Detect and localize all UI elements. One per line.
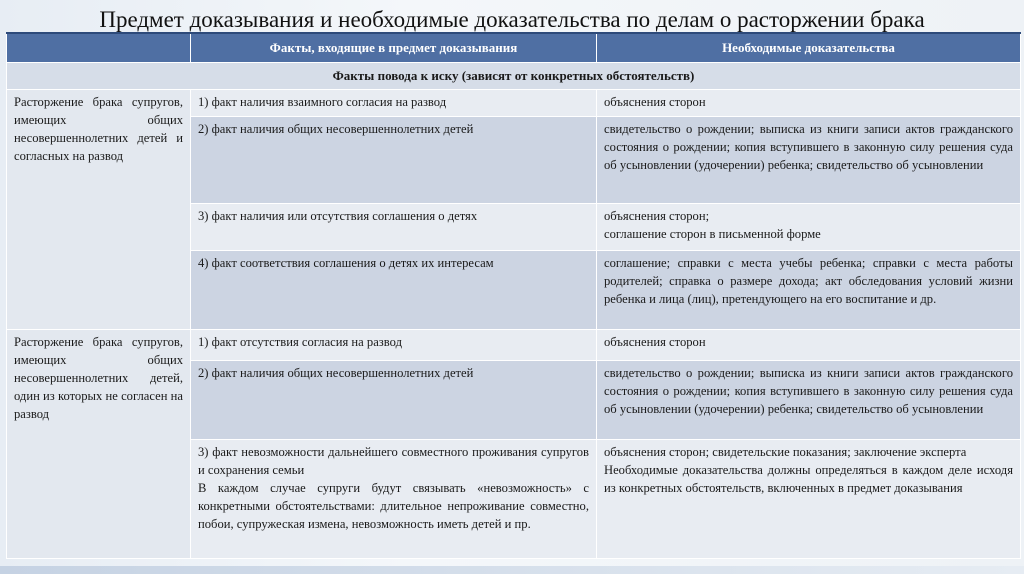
table-subheader-row xyxy=(7,63,1021,90)
evidence-cell: свидетельство о рождении; выписка из книги записи актов гражданского состояния о рождении; копия вступившего в законную силу решения суда об усыновлении (удочерении) ребенка; свидетельство об усыновлении xyxy=(597,117,1021,204)
table-row xyxy=(7,90,1021,117)
evidence-cell xyxy=(597,440,1021,559)
fact-cell: 2) факт наличия общих несовершеннолетних детей xyxy=(191,117,597,204)
group-label-cell: Расторжение брака супругов, имеющих общих несовершеннолетних детей, один из которых не согласен на развод xyxy=(7,330,191,559)
fact-cell: 1) факт наличия взаимного согласия на развод xyxy=(191,90,597,117)
evidence-line: объяснения сторон; свидетельские показания; заключение эксперта xyxy=(604,445,967,459)
evidence-cell: объяснения сторон xyxy=(597,90,1021,117)
fact-cell: 2) факт наличия общих несовершеннолетних детей xyxy=(191,361,597,440)
page-title: Предмет доказывания и необходимые доказательства по делам о расторжении брака xyxy=(99,7,925,32)
evidence-cell: соглашение; справки с места учебы ребенка; справки с места работы родителей; справка о размере дохода; акт обследования условий жизни ребенка и лица (лиц), претендующего на его воспитание и др. xyxy=(597,251,1021,330)
bottom-band xyxy=(0,566,1024,574)
fact-cell: 3) факт наличия или отсутствия соглашения о детях xyxy=(191,204,597,251)
evidence-note: Необходимые доказательства должны определяться в каждом деле исходя из конкретных обстоятельств, включенных в предмет доказывания xyxy=(604,463,1013,495)
table-header-row xyxy=(7,33,1021,63)
evidence-cell: объяснения сторон xyxy=(597,330,1021,361)
fact-line: 3) факт невозможности дальнейшего совместного проживания супругов и сохранения семьи xyxy=(198,445,589,477)
table-row xyxy=(7,330,1021,361)
evidence-table xyxy=(6,32,1021,559)
fact-cell: 4) факт соответствия соглашения о детях их интересам xyxy=(191,251,597,330)
fact-note: В каждом случае супруги будут связывать «невозможность» с конкретными обстоятельствами: длительное непроживание совместно, побои, супружеская измена, невозможность иметь детей и пр. xyxy=(198,481,589,531)
fact-cell: 1) факт отсутствия согласия на развод xyxy=(191,330,597,361)
evidence-line: соглашение сторон в письменной форме xyxy=(604,227,821,241)
subheader-cell: Факты повода к иску (зависят от конкретных обстоятельств) xyxy=(7,63,1021,90)
header-cell-empty xyxy=(7,33,191,63)
evidence-cell: свидетельство о рождении; выписка из книги записи актов гражданского состояния о рождении; копия вступившего в законную силу решения суда об усыновлении (удочерении) ребенка; свидетельство об усыновлении xyxy=(597,361,1021,440)
header-cell-facts: Факты, входящие в предмет доказывания xyxy=(191,33,597,63)
group-label-cell: Расторжение брака супругов, имеющих общих несовершеннолетних детей и согласных на развод xyxy=(7,90,191,330)
fact-cell xyxy=(191,440,597,559)
header-cell-evidence: Необходимые доказательства xyxy=(597,33,1021,63)
evidence-cell xyxy=(597,204,1021,251)
evidence-line: объяснения сторон; xyxy=(604,209,710,223)
